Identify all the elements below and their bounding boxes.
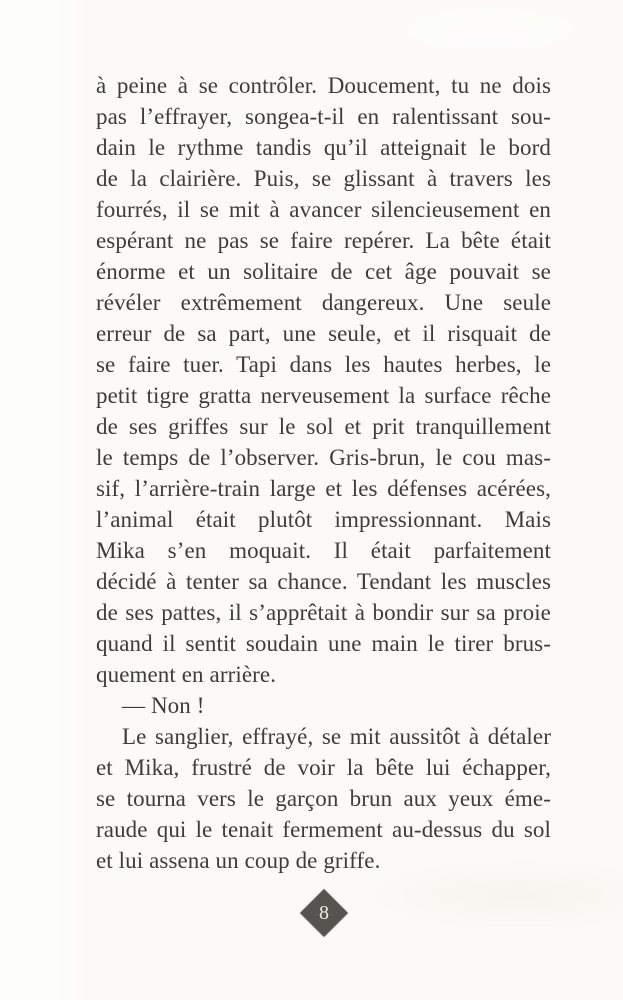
text-line: quement en arrière. <box>96 662 277 687</box>
text-line: de la clairière. Puis, se glissant à travers les <box>96 166 551 191</box>
page-number: 8 <box>318 902 329 924</box>
text-line: se faire tuer. Tapi dans les hautes herbes, le <box>96 352 551 377</box>
text-line: fourrés, il se mit à avancer silencieusement en <box>96 197 551 222</box>
text-line: et lui assena un coup de griffe. <box>96 848 381 873</box>
text-line: révéler extrêmement dangereux. Une seule <box>96 290 551 315</box>
text-line: à peine à se contrôler. Doucement, tu ne dois <box>96 73 551 98</box>
text-line: pas l’effrayer, songea-t-il en ralentissant sou- <box>96 104 551 129</box>
text-line: espérant ne pas se faire repérer. La bête était <box>96 228 551 253</box>
text-line: décidé à tenter sa chance. Tendant les muscles <box>96 569 551 594</box>
text-line: Mika s’en moquait. Il était parfaitement <box>96 538 551 563</box>
text-line: petit tigre gratta nerveusement la surface rêche <box>96 383 551 408</box>
text-line: — Non ! <box>122 693 205 718</box>
page-number-badge <box>299 889 347 937</box>
text-line: se tourna vers le garçon brun aux yeux éme- <box>96 786 551 811</box>
text-line: le temps de l’observer. Gris-brun, le cou mas- <box>96 445 551 470</box>
text-line: de ses griffes sur le sol et prit tranquillement <box>96 414 551 439</box>
text-line: Le sanglier, effrayé, se mit aussitôt à détaler <box>122 724 551 749</box>
text-line: raude qui le tenait fermement au-dessus du sol <box>96 817 551 842</box>
text-line: quand il sentit soudain une main le tirer brus- <box>96 631 551 656</box>
text-line: de ses pattes, il s’apprêtait à bondir sur sa proie <box>96 600 551 625</box>
text-line: énorme et un solitaire de cet âge pouvait se <box>96 259 551 284</box>
text-line: et Mika, frustré de voir la bête lui échapper, <box>96 755 551 780</box>
text-line: sif, l’arrière-train large et les défenses acérées, <box>96 476 551 501</box>
text-line: erreur de sa part, une seule, et il risquait de <box>96 321 551 346</box>
text-line: dain le rythme tandis qu’il atteignait le bord <box>96 135 551 160</box>
text-line: l’animal était plutôt impressionnant. Mais <box>96 507 551 532</box>
page-number-area <box>96 889 551 937</box>
page-text <box>96 70 551 876</box>
